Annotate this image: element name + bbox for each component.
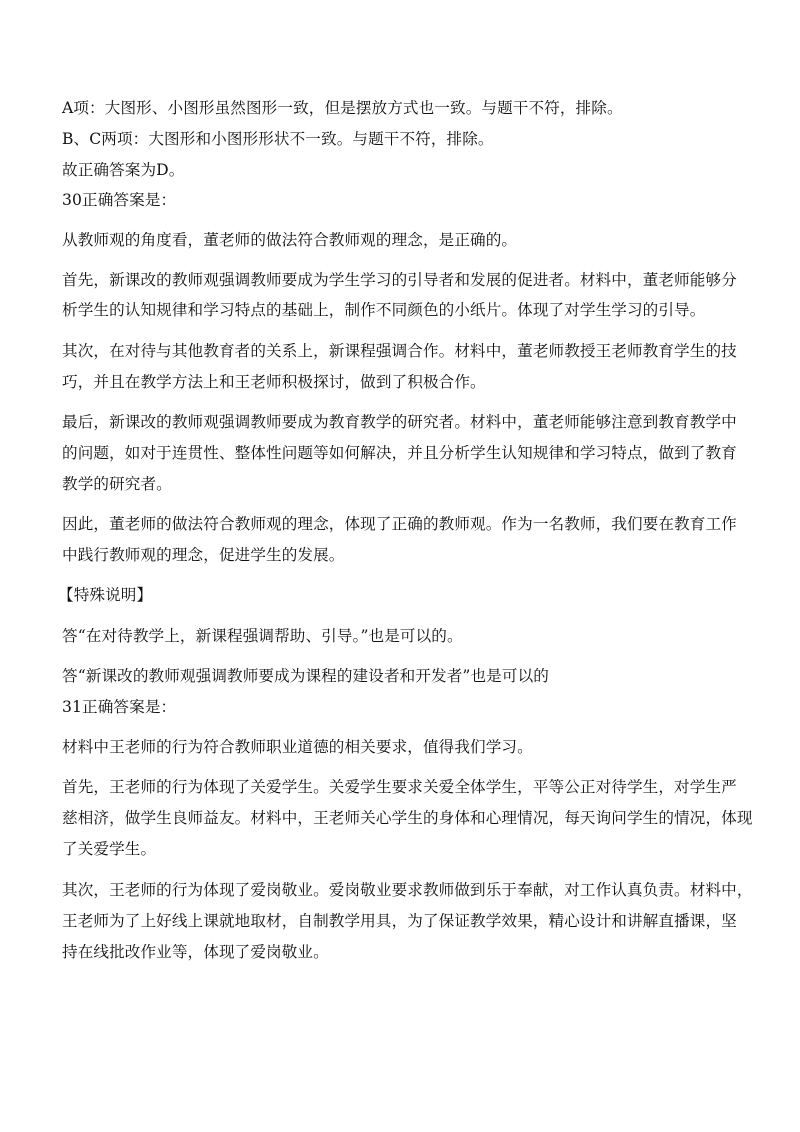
question-30-heading: 30正确答案是： <box>62 191 177 209</box>
q31-first-line-3: 了关爱学生。 <box>62 840 157 858</box>
q30-conclusion-line-1: 因此，董老师的做法符合教师观的理念，体现了正确的教师观。作为一名教师，我们要在教育工作 <box>62 515 737 533</box>
q31-second-line-2: 王老师为了上好线上课就地取材，自制教学用具，为了保证教学效果，精心设计和讲解直播课，坚 <box>62 912 737 930</box>
q30-first-line-2: 析学生的认知规律和学习特点的基础上，制作不同颜色的小纸片。体现了对学生学习的引导。 <box>62 301 706 319</box>
question-31-heading: 31正确答案是： <box>62 698 177 716</box>
q30-second-line-1: 其次，在对待与其他教育者的关系上，新课程强调合作。材料中，董老师教授王老师教育学生的技 <box>62 342 737 360</box>
q30-conclusion-line-2: 中践行教师观的理念，促进学生的发展。 <box>62 546 345 564</box>
q31-second-line-1: 其次，王老师的行为体现了爱岗敬业。爱岗敬业要求教师做到乐于奉献，对工作认真负责。材料中， <box>62 881 753 899</box>
q31-intro: 材料中王老师的行为符合教师职业道德的相关要求，值得我们学习。 <box>62 738 533 756</box>
q30-third-line-1: 最后，新课改的教师观强调教师要成为教育教学的研究者。材料中，董老师能够注意到教育教学中 <box>62 413 737 431</box>
q30-second-line-2: 巧，并且在教学方法上和王老师积极探讨，做到了积极合作。 <box>62 373 486 391</box>
special-note-heading: 【特殊说明】 <box>58 586 153 604</box>
q31-second-line-3: 持在线批改作业等，体现了爱岗敬业。 <box>62 943 329 961</box>
q30-third-line-2: 的问题，如对于连贯性、整体性问题等如何解决，并且分析学生认知规律和学习特点，做到了教育 <box>62 444 737 462</box>
q30-first-line-1: 首先，新课改的教师观强调教师要成为学生学习的引导者和发展的促进者。材料中，董老师能够分 <box>62 271 737 289</box>
option-bc-explanation: B、C两项：大图形和小图形形状不一致。与题干不符，排除。 <box>62 130 494 148</box>
q31-first-line-2: 慈相济，做学生良师益友。材料中，王老师关心学生的身体和心理情况，每天询问学生的情况，体现 <box>62 809 753 827</box>
q31-first-line-1: 首先，王老师的行为体现了关爱学生。关爱学生要求关爱全体学生，平等公正对待学生，对学生严 <box>62 778 737 796</box>
answer-conclusion: 故正确答案为D。 <box>62 161 185 179</box>
q30-intro: 从教师观的角度看，董老师的做法符合教师观的理念，是正确的。 <box>62 231 518 249</box>
option-a-explanation: A项：大图形、小图形虽然图形一致，但是摆放方式也一致。与题干不符，排除。 <box>62 99 623 117</box>
special-note-1: 答“在对待教学上，新课程强调帮助、引导。”也是可以的。 <box>62 627 463 645</box>
special-note-2: 答“新课改的教师观强调教师要成为课程的建设者和开发者”也是可以的 <box>62 667 549 685</box>
q30-third-line-3: 教学的研究者。 <box>62 475 172 493</box>
